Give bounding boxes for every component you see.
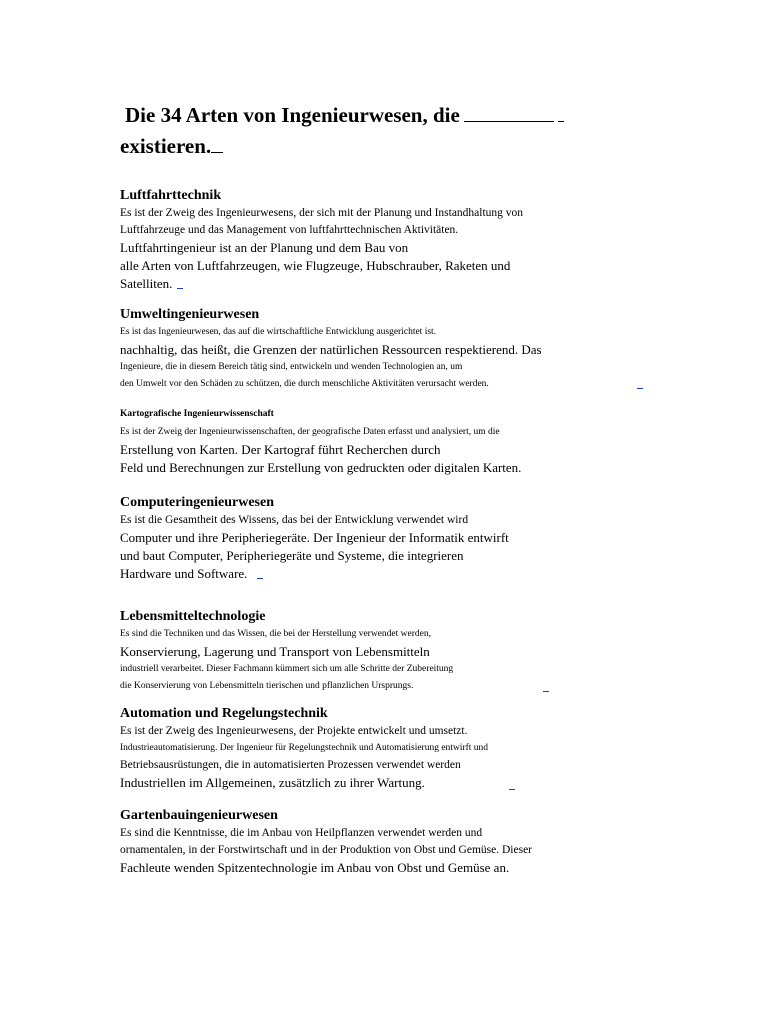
section-heading: Computeringenieurwesen bbox=[120, 495, 274, 510]
section-aerospace-engineering bbox=[120, 187, 590, 293]
section-text-line: Satelliten. bbox=[120, 275, 590, 293]
section-text-line: Luftfahrtingenieur ist an der Planung und dem Bau von bbox=[120, 240, 409, 255]
section-environmental-engineering bbox=[120, 306, 590, 393]
section-text-line: ornamentalen, in der Forstwirtschaft und in der Produktion von Obst und Gemüse. Dieser bbox=[120, 844, 533, 856]
title-line-1: Die 34 Arten von Ingenieurwesen, die bbox=[120, 100, 590, 131]
section-heading: Umweltingenieurwesen bbox=[120, 307, 260, 322]
link-marker bbox=[257, 578, 263, 579]
section-text-line: nachhaltig, das heißt, die Grenzen der natürlichen Ressourcen respektierend. Das bbox=[120, 342, 542, 357]
link-marker bbox=[509, 789, 515, 790]
section-heading: Luftfahrttechnik bbox=[120, 188, 222, 203]
section-text-line: Es ist das Ingenieurwesen, das auf die wirtschaftliche Entwicklung ausgerichtet ist. bbox=[120, 327, 437, 337]
section-text-line: Erstellung von Karten. Der Kartograf führt Recherchen durch bbox=[120, 442, 441, 457]
link-marker bbox=[543, 691, 549, 692]
title-line-2: existieren. bbox=[120, 131, 590, 162]
section-text-line: Es ist der Zweig der Ingenieurwissenschaften, der geografische Daten erfasst und analysiert, um die bbox=[120, 427, 500, 437]
section-text-line: Es sind die Techniken und das Wissen, die bei der Herstellung verwendet werden, bbox=[120, 629, 431, 639]
section-text-line: Es ist die Gesamtheit des Wissens, das bei der Entwicklung verwendet wird bbox=[120, 514, 469, 526]
section-heading: Automation und Regelungstechnik bbox=[120, 706, 328, 721]
section-text-line: Industriellen im Allgemeinen, zusätzlich zu ihrer Wartung. bbox=[120, 775, 425, 790]
section-text-line: Betriebsausrüstungen, die in automatisierten Prozessen verwendet werden bbox=[120, 759, 461, 771]
section-text-line: Computer und ihre Peripheriegeräte. Der Ingenieur der Informatik entwirft bbox=[120, 530, 509, 545]
section-text-line: die Konservierung von Lebensmitteln tierischen und pflanzlichen Ursprungs. bbox=[120, 681, 414, 691]
section-text-line: den Umwelt vor den Schäden zu schützen, die durch menschliche Aktivitäten verursacht werden. bbox=[120, 379, 489, 389]
link-marker bbox=[637, 388, 643, 389]
section-text-line: und baut Computer, Peripheriegeräte und Systeme, die integrieren bbox=[120, 548, 464, 563]
section-text-line: Fachleute wenden Spitzentechnologie im Anbau von Obst und Gemüse an. bbox=[120, 860, 510, 875]
section-text-line: Es ist der Zweig des Ingenieurwesens, der sich mit der Planung und Instandhaltung von bbox=[120, 207, 524, 219]
section-text-line: Luftfahrzeuge und das Management von luftfahrttechnischen Aktivitäten. bbox=[120, 224, 459, 236]
section-cartographic-engineering bbox=[120, 407, 590, 477]
section-horticultural-engineering bbox=[120, 807, 590, 877]
section-text-line: Industrieautomatisierung. Der Ingenieur für Regelungstechnik und Automatisierung entwirft und bbox=[120, 743, 489, 753]
section-text-line: Es ist der Zweig des Ingenieurwesens, der Projekte entwickelt und umsetzt. bbox=[120, 725, 468, 737]
section-food-technology bbox=[120, 608, 590, 695]
section-text-line: Es sind die Kenntnisse, die im Anbau von Heilpflanzen verwendet werden und bbox=[120, 827, 483, 839]
section-automation-control-engineering bbox=[120, 705, 590, 792]
section-heading: Gartenbauingenieurwesen bbox=[120, 808, 278, 823]
section-heading: Kartografische Ingenieurwissenschaft bbox=[120, 409, 274, 419]
section-text-line: alle Arten von Luftfahrzeugen, wie Flugzeuge, Hubschrauber, Raketen und bbox=[120, 258, 511, 273]
section-text-line: Hardware und Software. bbox=[120, 565, 590, 583]
section-heading: Lebensmitteltechnologie bbox=[120, 609, 266, 624]
section-text-line: industriell verarbeitet. Dieser Fachmann kümmert sich um alle Schritte der Zubereitung bbox=[120, 664, 454, 674]
section-text-line: Konservierung, Lagerung und Transport von Lebensmitteln bbox=[120, 644, 430, 659]
section-text-line: Feld und Berechnungen zur Erstellung von gedruckten oder digitalen Karten. bbox=[120, 460, 522, 475]
link-marker bbox=[177, 288, 183, 289]
document-title bbox=[120, 100, 590, 162]
section-text-line: Ingenieure, die in diesem Bereich tätig sind, entwickeln und wenden Technologien an, um bbox=[120, 362, 463, 372]
section-computer-engineering bbox=[120, 494, 590, 583]
